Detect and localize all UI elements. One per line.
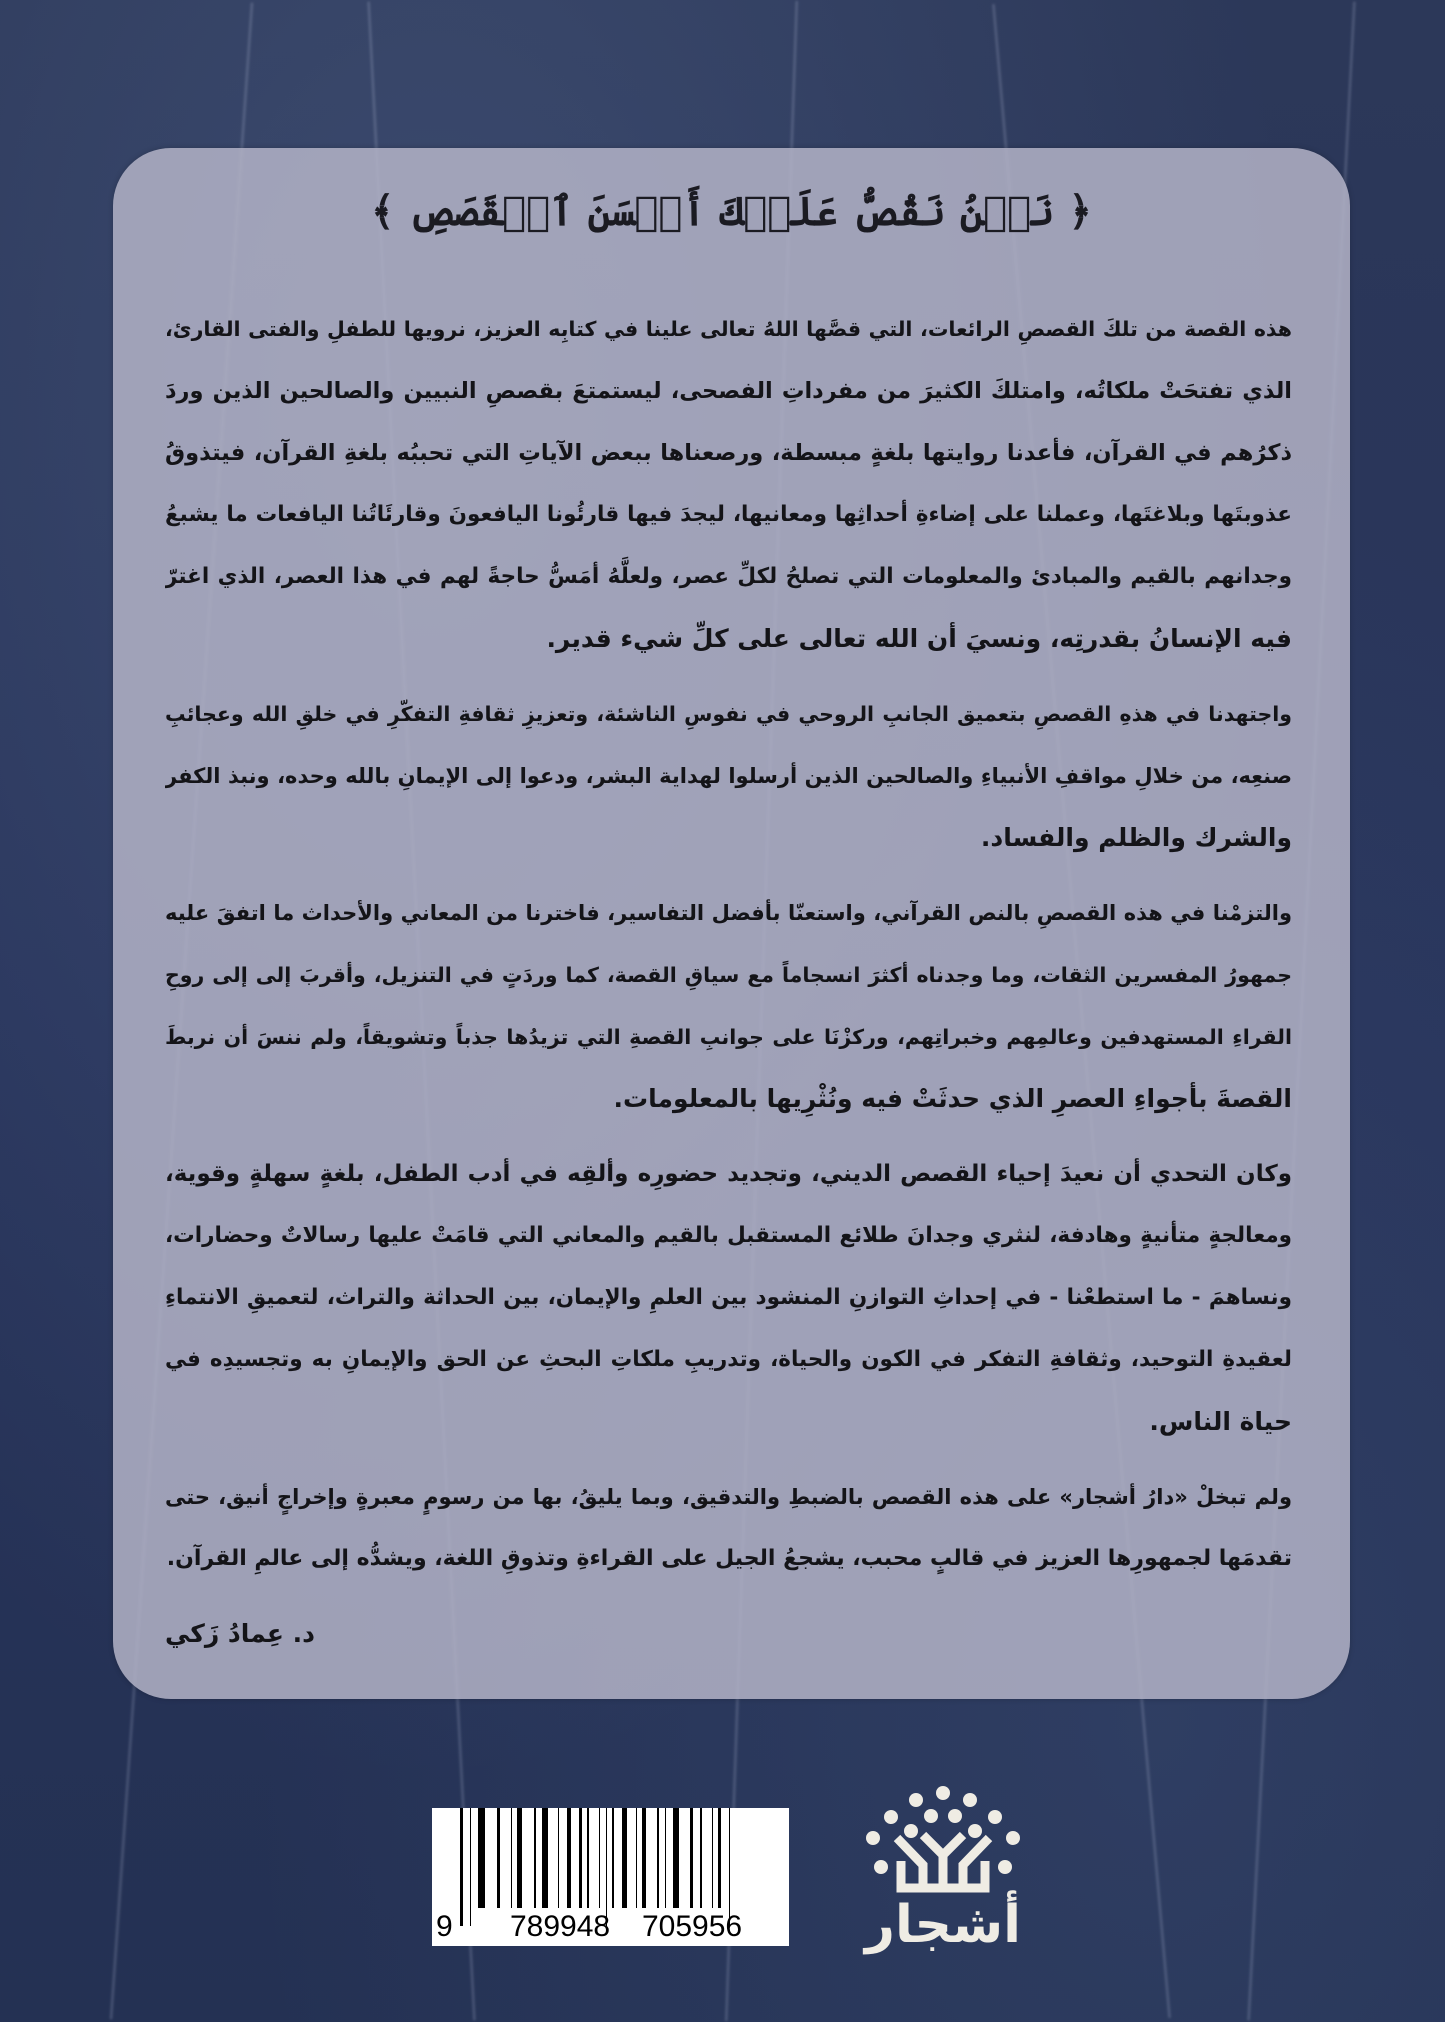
text-line: ولم تبخلْ «دارُ أشجار» على هذه القصص بالضبطِ والتدقيق، وبما يليقُ، بها من رسومٍ معبرةٍ وإخراجٍ أنيق، حتى	[165, 1485, 1292, 1509]
barcode-bar	[657, 1808, 659, 1908]
paragraph	[165, 683, 1292, 869]
text-line: لعقيدةِ التوحيد، وثقافةِ التفكر في الكون والحياة، وتدريبِ ملكاتِ البحثِ عن الحق والإيمانِ به وتجسيدِه في	[165, 1347, 1292, 1372]
text-line: الذي تفتحَتْ ملكاتُه، وامتلكَ الكثيرَ من مفرداتِ الفصحى، ليستمتعَ بقصصِ النبيين والصالحين الذين وردَ	[165, 378, 1292, 404]
barcode-bar	[712, 1808, 713, 1908]
barcode-bar	[567, 1808, 571, 1908]
blurb-body	[165, 298, 1292, 1665]
author-signature: د. عِمادُ زَكي	[165, 1619, 316, 1648]
text-line: والشرك والظلم والفساد.	[980, 823, 1292, 852]
barcode-digits-group2: 705956	[642, 1910, 743, 1943]
tree-crown-icon	[861, 1783, 1025, 1893]
paragraph	[165, 298, 1292, 670]
barcode-bar	[622, 1808, 627, 1908]
barcode-bar	[558, 1808, 559, 1908]
text-line: عذوبتَها وبلاغتَها، وعملنا على إضاءةِ أحداثِها ومعانيها، ليجدَ فيها قارئُونا اليافعونَ وقارئَاتُنا اليافعات ما يشبعُ	[165, 502, 1292, 527]
barcode-bar	[587, 1808, 589, 1908]
text-panel	[113, 148, 1350, 1699]
text-line: صنعِه، من خلالِ مواقفِ الأنبياءِ والصالحين الذين أرسلوا لهداية البشر، ودعوا إلى الإيمانِ بالله وحده، ونبذ الكفر	[165, 764, 1292, 788]
barcode-bars	[460, 1808, 780, 1908]
barcode-digits-group1: 789948	[510, 1910, 611, 1943]
text-line: هذه القصة من تلكَ القصصِ الرائعات، التي قصَّها اللهُ تعالى علينا في كتابِه العزيز، نرويها للطفلِ والفتى القارئ،	[165, 317, 1292, 341]
barcode-bar	[511, 1808, 512, 1908]
text-line: فيه الإنسانُ بقدرتِه، ونسيَ أن الله تعالى على كلِّ شيء قدير.	[546, 624, 1292, 653]
barcode-bar	[579, 1808, 582, 1908]
barcode-bar	[718, 1808, 721, 1908]
text-line: والتزمْنا في هذه القصصِ بالنص القرآني، واستعنّا بأفضل التفاسير، فاخترنا من المعاني والأحداث ما اتفقَ عليه	[165, 901, 1292, 925]
barcode-lead-digit: 9	[436, 1910, 453, 1943]
barcode-bar	[690, 1808, 693, 1908]
barcode-bar	[478, 1808, 485, 1908]
barcode-bar	[729, 1808, 730, 1926]
text-line: تقدمَها لجمهورِها العزيز في قالبٍ محبب، يشجعُ الجيل على القراءةِ وتذوقِ اللغة، ويشدُّه إلى عالمِ القرآن.	[166, 1546, 1292, 1571]
quran-verse-title: ﴿ نَحۡنُ نَقُصُّ عَلَيۡكَ أَحۡسَنَ ٱلۡقَصَصِ ﴾	[371, 188, 1092, 235]
isbn-barcode	[432, 1808, 789, 1946]
text-line: جمهورُ المفسرين الثقات، وما وجدناه أكثرَ انسجاماً مع سياقِ القصة، كما وردَتٍ في التنزيل، وأقربَ إلى إلى روحِ	[165, 963, 1292, 987]
text-line: واجتهدنا في هذهِ القصصِ بتعميق الجانبِ الروحي في نفوسِ الناشئة، وتعزيزِ ثقافةِ التفكّرِ في خلقِ الله وعجائبِ	[165, 702, 1292, 726]
paragraph	[165, 1143, 1292, 1453]
publisher-name: أشجار	[865, 1895, 1021, 1955]
text-line: حياة الناس.	[1149, 1407, 1292, 1436]
barcode-bar	[542, 1808, 548, 1908]
barcode-bar	[517, 1808, 522, 1908]
barcode-bar	[534, 1808, 536, 1908]
text-line: القراءِ المستهدفين وعالمِهم وخبراتِهم، وركزْنَا على جوانبِ القصةِ التي تزيدُها جذباً وتشويقاً، ولم ننسَ أن نربطَ	[165, 1025, 1292, 1049]
text-line: وكان التحدي أن نعيدَ إحياء القصص الديني، وتجديد حضورِه وألقِه في أدب الطفل، بلغةٍ سهلةٍ وقوية،	[165, 1161, 1292, 1187]
paragraph	[165, 1466, 1292, 1590]
text-line: ونساهمَ - ما استطعْنا - في إحداثِ التوازنِ المنشود بين العلمِ والإيمان، بين الحداثة والتراث، لتعميقِ الانتماءِ	[165, 1285, 1292, 1310]
text-line: ومعالجةٍ متأنيةٍ وهادفة، لنثري وجدانَ طلائع المستقبل بالقيم والمعاني التي قامَتْ عليها رسالاتٌ وحضارات،	[165, 1223, 1292, 1248]
barcode-bar	[470, 1808, 471, 1926]
text-line: وجدانهم بالقيم والمبادئ والمعلومات التي تصلحُ لكلِّ عصر، ولعلَّهُ أمَسُّ حاجةً لهم في هذا العصر، الذي اغترّ	[165, 564, 1292, 589]
barcode-bar	[606, 1808, 607, 1926]
barcode-bar	[612, 1808, 614, 1908]
paragraph	[165, 882, 1292, 1130]
barcode-bar	[460, 1808, 463, 1926]
barcode-bar	[497, 1808, 500, 1908]
publisher-logo	[861, 1783, 1025, 1955]
barcode-bar	[700, 1808, 702, 1908]
barcode-bar	[636, 1808, 637, 1908]
barcode-bar	[673, 1808, 679, 1908]
barcode-bar	[665, 1808, 666, 1908]
text-line: القصةَ بأجواءِ العصرِ الذي حدثَتْ فيه ونُثْرِيها بالمعلومات.	[613, 1084, 1292, 1113]
barcode-bar	[599, 1808, 600, 1908]
text-line: ذكرُهم في القرآن، فأعدنا روايتها بلغةٍ مبسطة، ورصعناها ببعض الآياتِ التي تحببُه بلغةِ القرآن، فيتذوقُ	[165, 440, 1292, 466]
barcode-bar	[642, 1808, 646, 1908]
